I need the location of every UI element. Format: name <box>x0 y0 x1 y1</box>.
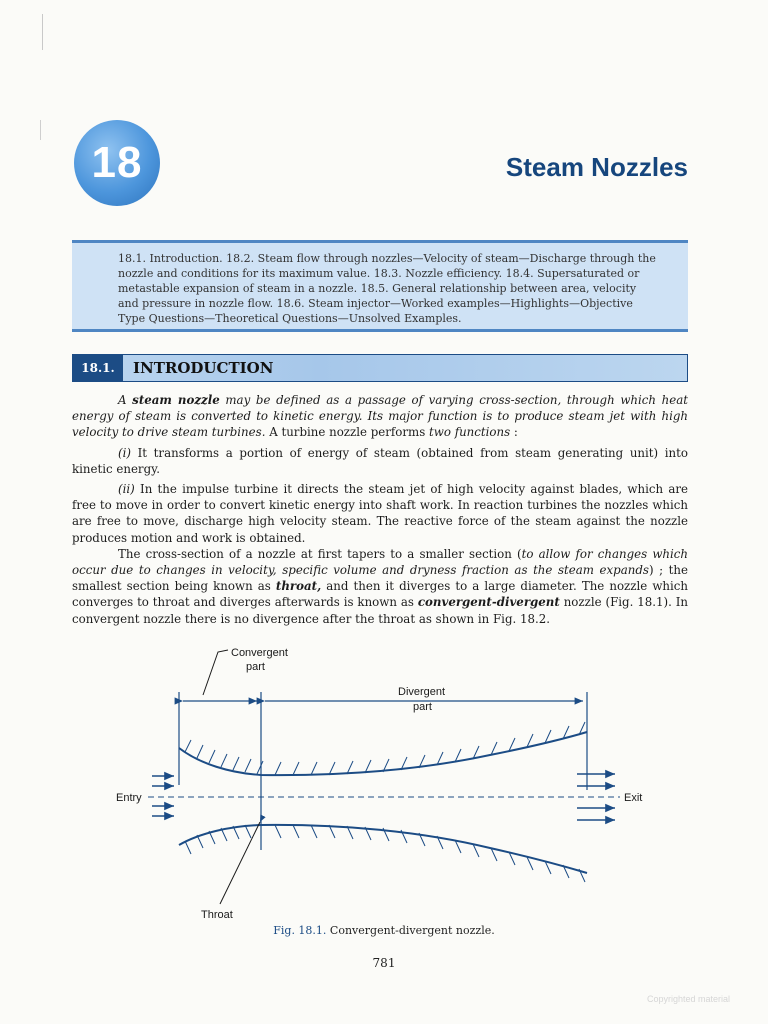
term-steam-nozzle: steam nozzle <box>132 393 220 407</box>
text-run: to allow for changes which occur due to changes in velocity, specific volume and dryness fraction as the steam expands <box>72 546 688 578</box>
scan-margin-mark <box>42 14 43 50</box>
label-throat: Throat <box>201 909 233 920</box>
list-marker: (i) <box>118 445 131 460</box>
nozzle-upper-wall <box>179 732 587 775</box>
paragraph-function-2 <box>72 481 688 546</box>
term-convergent-divergent: convergent-divergent <box>417 595 560 610</box>
scan-margin-mark <box>40 120 41 140</box>
text-run: ) ; the smallest section being known as <box>72 563 688 594</box>
label-convergent: Convergent <box>231 647 288 659</box>
section-heading: INTRODUCTION <box>133 359 274 377</box>
label-entry: Entry <box>116 792 142 804</box>
list-marker: (ii) <box>118 482 135 497</box>
chapter-number-badge <box>74 120 160 206</box>
throat-leader-line <box>220 822 260 904</box>
chapter-number: 18 <box>91 138 143 187</box>
text-run: A turbine nozzle performs <box>265 425 430 440</box>
text-run: In the impulse turbine it directs the steam jet of high velocity against blades, which are free to move in order to convert kinetic energy into shaft work. In reaction turbines the nozzles which are free to move, discharge high velocity steam. The reactive force of the steam against the nozzle produces motion and work is obtained. <box>72 482 688 545</box>
nozzle-diagram <box>90 640 650 920</box>
text-run: two functions <box>429 425 511 440</box>
chapter-title: Steam Nozzles <box>505 152 688 182</box>
label-exit: Exit <box>624 792 643 804</box>
paragraph-definition <box>72 392 688 441</box>
entry-flow-arrows <box>152 776 174 816</box>
paragraph-function-1 <box>72 445 688 477</box>
text-run: may be defined as a passage of varying cross-section, through which heat energy of steam is converted to kinetic energy. Its major function is to produce steam jet with high velocity to drive steam turbines. <box>72 393 689 440</box>
term-throat: throat, <box>275 579 322 594</box>
text-run: It transforms a portion of energy of steam (obtained from steam generating unit) into kinetic energy. <box>72 445 688 476</box>
chapter-contents-box <box>72 240 688 332</box>
label-divergent: Divergent <box>398 686 446 698</box>
section-header-bar <box>72 354 688 382</box>
section-number: 18.1. <box>73 355 123 381</box>
text-run: A <box>118 393 133 407</box>
nozzle-figure <box>90 640 650 924</box>
text-run: nozzle (Fig. 18.1). In convergent nozzle there is no divergence after the throat as shown in Fig. 18.2. <box>72 595 688 626</box>
paragraph-cross-section <box>72 546 688 627</box>
watermark: Copyrighted material <box>646 994 730 1004</box>
chapter-contents-text: 18.1. Introduction. 18.2. Steam flow through nozzles—Velocity of steam—Discharge through the nozzle and conditions for its maximum value. 18.3. Nozzle efficiency. 18.4. Supersaturated or metastable expansion of steam in a nozzle. 18.5. General relationship between area, velocity and pressure in nozzle flow. 18.6. Steam injector—Worked examples—Highlights—Objective Type Questions—Theoretical Questions—Unsolved Examples. <box>118 252 656 325</box>
figure-number: Fig. 18.1. <box>273 924 327 937</box>
label-divergent-part: part <box>413 701 432 713</box>
nozzle-lower-wall <box>179 825 587 873</box>
text-run: : <box>510 425 518 440</box>
page-number: 781 <box>372 956 396 970</box>
body-text <box>72 392 688 627</box>
label-convergent-part: part <box>246 661 265 673</box>
convergent-leader-line <box>203 650 228 695</box>
figure-caption <box>0 924 768 937</box>
figure-caption-text: Convergent-divergent nozzle. <box>326 924 495 937</box>
text-run: The cross-section of a nozzle at first tapers to a smaller section ( <box>118 546 522 561</box>
text-run: and then it diverges to a large diameter. The nozzle which converges to throat and diverges afterwards is known as <box>72 579 688 610</box>
